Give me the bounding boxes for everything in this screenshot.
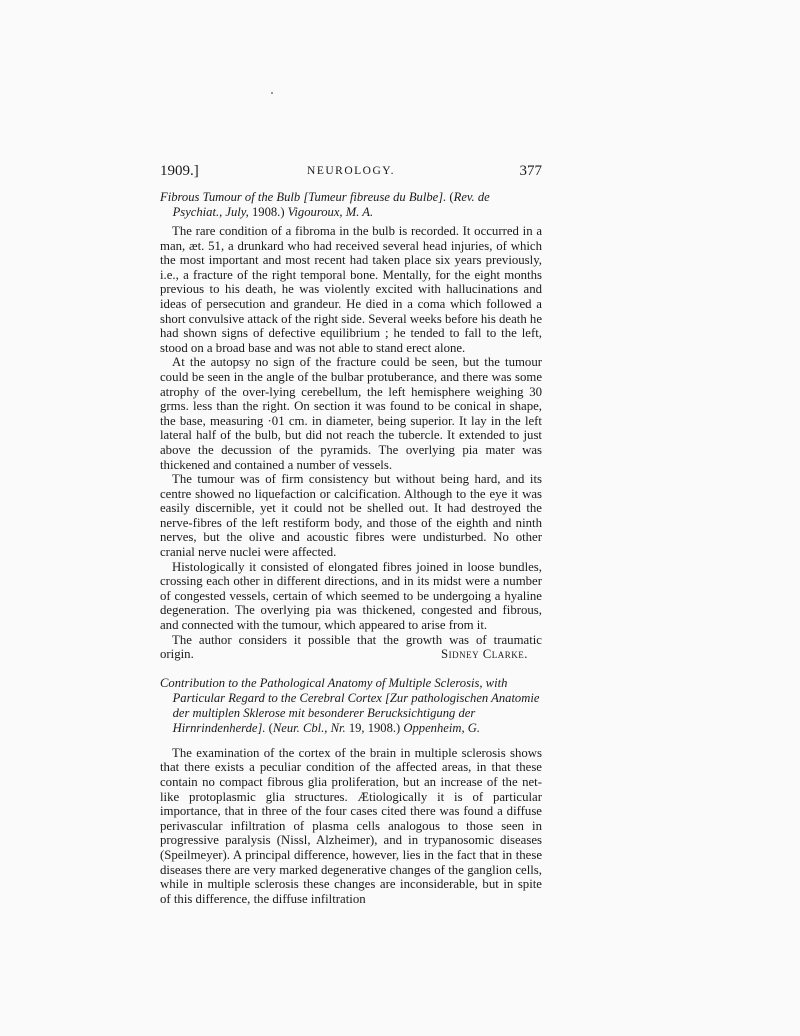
running-header [160,163,542,183]
article-1-title: Fibrous Tumour of the Bulb [Tumeur fibreuse du Bulbe]. [160,190,447,204]
page-body [160,190,542,906]
article-2-paragraph: The examination of the cortex of the brain in multiple sclerosis shows that there exists a peculiar condition of the affected areas, in that these contain no compact fibrous glia proliferation, but an increase of the net-like protoplasmic glia structures. Ætiologically it is of particular importance, that in three of the four cases cited there was found a diffuse perivascular infiltration of plasma cells analogous to those seen in progressive paralysis (Nissl, Alzheimer), and in trypanosomic diseases (Speilmeyer). A principal difference, however, lies in the fact that in these diseases there are very marked degenerative changes of the ganglion cells, while in multiple sclerosis these changes are inconsiderable, but in spite of this difference, the diffuse infiltration [160,745,542,906]
article-2-source: Neur. Cbl., Nr. [272,720,346,735]
closing-last-word: origin. [160,647,194,662]
signature: Sidney Clarke. [440,647,528,662]
article-2-author: Oppenheim, G. [403,720,480,735]
header-year: 1909.] [160,163,199,179]
article-1-closing: The author considers it possible that the growth was of traumatic [172,632,542,647]
page-number: 377 [519,163,542,179]
section-gap [160,662,542,676]
header-title: NEUROLOGY. [307,165,395,177]
article-1-source: Rev. de Psychiat., July, [172,190,490,219]
article-1-paragraph: The tumour was of firm consistency but without being hard, and its centre showed no liquefaction or calcification. Although to the eye it was easily discernible, yet it could not be shelled out. It had destroyed the nerve-fibres of the left restiform body, and those of the eighth and ninth nerves, but the olive and acoustic fibres were undisturbed. No other cranial nerve nuclei were affected. [160,472,542,560]
article-2-heading: Contribution to the Pathological Anatomy of Multiple Sclerosis, with Particular Regard to the Cerebral Cortex [Zur pathologischen Anatomie der multiplen Sklerose mit besonderer Berucksichtigung der Hirnrindenherde]. (Neur. Cbl., Nr. 19, 1908.) Oppenheim, G. [160,675,540,735]
article-1-author: Vigouroux, M. A. [287,205,374,219]
article-1-paragraph: Histologically it consisted of elongated fibres joined in loose bundles, crossing each other in different directions, and in its midst were a number of congested vessels, certain of which seemed to be undergoing a hyaline degeneration. The overlying pia was thickened, congested and fibrous, and connected with the tumour, which appeared to arise from it. [160,559,542,633]
article-2-title: Contribution to the Pathological Anatomy of Multiple Sclerosis, with Particular Regard to the Cerebral Cortex [Zur pathologischen Anatomie der multiplen Sklerose mit besonderer Berucksichtigung der Hirnrindenherde]. [160,675,540,735]
article-1-paragraph: At the autopsy no sign of the fracture could be seen, but the tumour could be seen in the angle of the bulbar protuberance, and there was some atrophy of the over-lying cerebellum, the left hemisphere weighing 30 grms. less than the right. On section it was found to be conical in shape, the base, measuring ·01 cm. in diameter, being superior. It lay in the left lateral half of the bulb, but did not reach the tubercle. It extended to just above the decussion of the pyramids. The overlying pia mater was thickened and contained a number of vessels. [160,355,542,472]
article-1-heading: Fibrous Tumour of the Bulb [Tumeur fibreuse du Bulbe]. (Rev. de Psychiat., July, 1908.) Vigouroux, M. A. [160,190,490,219]
article-1-paragraph: The rare condition of a fibroma in the bulb is recorded. It occurred in a man, æt. 51, a drunkard who had received several head injuries, of which the most important and most recent had taken place six years previously, i.e., a fracture of the right temporal bone. Mentally, for the eight months previous to his death, he was violently excited with hallucinations and ideas of persecution and grandeur. He died in a coma which followed a short convulsive attack of the right side. Several weeks before his death he had shown signs of defective equilibrium ; he tended to fall to the left, stood on a broad base and was not able to stand erect alone. [160,224,543,355]
signature-line [160,647,542,662]
scan-speck [271,92,273,94]
